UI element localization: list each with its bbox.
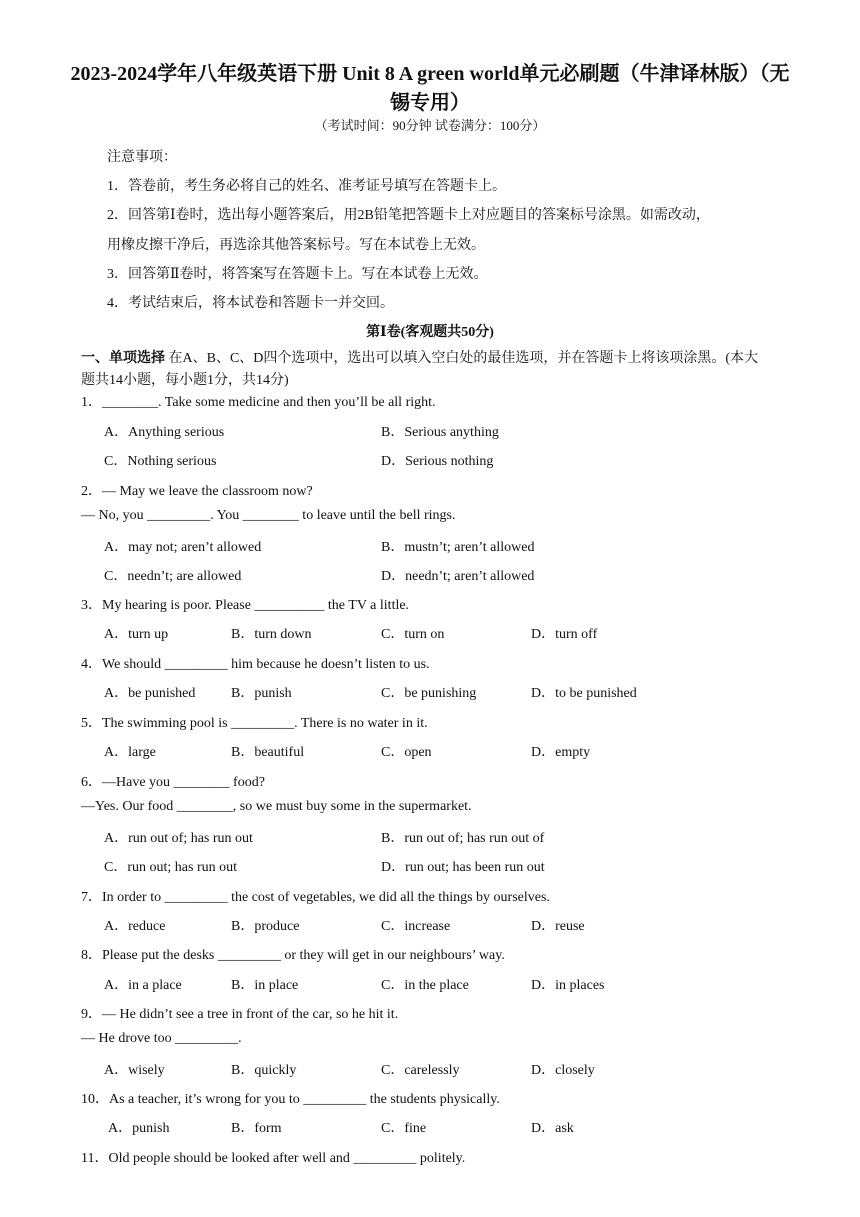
part1-instructions [81, 348, 771, 392]
question-stem: 4．We should _________ him because he doesn’t listen to us. [81, 657, 430, 672]
question-stem: 11．Old people should be looked after well and _________ politely. [81, 1151, 466, 1166]
notice-item: 1．答卷前，考生务必将自己的姓名、准考证号填写在答题卡上。 [107, 179, 506, 194]
question-stem: 8．Please put the desks _________ or they will get in our neighbours’ way. [81, 948, 505, 963]
question-stem: 2．— May we leave the classroom now? [81, 484, 313, 499]
option-a: A．run out of; has run out [104, 831, 253, 846]
option-d: D．needn’t; aren’t allowed [381, 569, 535, 584]
notice-item: 3．回答第Ⅱ卷时，将答案写在答题卡上。写在本试卷上无效。 [107, 267, 488, 282]
option-d: D．run out; has been run out [381, 860, 545, 875]
part1-text: 在A、B、C、D四个选项中，选出可以填入空白处的最佳选项，并在答题卡上将该项涂黑。(本大题共14小题，每小题1分，共14分) [81, 351, 759, 388]
option-a: A．in a place [104, 978, 182, 993]
notice-item: 2．回答第Ⅰ卷时，选出每小题答案后，用2B铅笔把答题卡上对应题目的答案标号涂黑。如需改动， [107, 208, 710, 223]
option-c: C．carelessly [381, 1063, 460, 1078]
option-d: D．turn off [531, 627, 598, 642]
option-c: C．fine [381, 1121, 427, 1136]
option-b: B．mustn’t; aren’t allowed [381, 540, 535, 555]
option-d: D．reuse [531, 919, 585, 934]
exam-title: 2023-2024学年八年级英语下册 Unit 8 A green world单元必刷题（牛津译林版）（无锡专用） [70, 63, 790, 114]
option-b: B．in place [231, 978, 299, 993]
question-stem: — No, you _________. You ________ to leave until the bell rings. [81, 508, 456, 523]
notice-heading: 注意事项： [107, 150, 177, 165]
option-d: D．in places [531, 978, 605, 993]
question-stem: 10．As a teacher, it’s wrong for you to _________ the students physically. [81, 1092, 500, 1107]
option-b: B．punish [231, 686, 292, 701]
option-d: D．closely [531, 1063, 595, 1078]
option-b: B．turn down [231, 627, 312, 642]
option-a: A．turn up [104, 627, 169, 642]
option-d: D．Serious nothing [381, 454, 494, 469]
option-c: C．in the place [381, 978, 469, 993]
option-b: B．quickly [231, 1063, 297, 1078]
part1-heading: 一、单项选择 [81, 351, 165, 366]
option-a: A．large [104, 745, 156, 760]
option-a: A．punish [108, 1121, 170, 1136]
option-b: B．produce [231, 919, 300, 934]
question-stem: 1．________. Take some medicine and then you’ll be all right. [81, 395, 436, 410]
question-stem: —Yes. Our food ________, so we must buy some in the supermarket. [81, 799, 472, 814]
question-stem: 6．—Have you ________ food? [81, 775, 265, 790]
option-a: A．Anything serious [104, 425, 225, 440]
option-c: C．be punishing [381, 686, 477, 701]
option-d: D．to be punished [531, 686, 637, 701]
option-d: D．ask [531, 1121, 574, 1136]
option-a: A．be punished [104, 686, 196, 701]
option-a: A．may not; aren’t allowed [104, 540, 262, 555]
notice-item: 4．考试结束后，将本试卷和答题卡一并交回。 [107, 296, 394, 311]
option-b: B．run out of; has run out of [381, 831, 545, 846]
option-b: B．Serious anything [381, 425, 499, 440]
option-c: C．needn’t; are allowed [104, 569, 242, 584]
option-d: D．empty [531, 745, 591, 760]
option-c: C．Nothing serious [104, 454, 217, 469]
option-c: C．run out; has run out [104, 860, 237, 875]
question-stem: 5．The swimming pool is _________. There is no water in it. [81, 716, 428, 731]
option-a: A．reduce [104, 919, 166, 934]
question-stem: 3．My hearing is poor. Please __________ the TV a little. [81, 598, 410, 613]
option-c: C．increase [381, 919, 451, 934]
option-b: B．beautiful [231, 745, 305, 760]
exam-subtitle: （考试时间：90分钟 试卷满分：100分） [314, 118, 546, 133]
option-c: C．open [381, 745, 432, 760]
question-stem: — He drove too _________. [81, 1031, 242, 1046]
option-a: A．wisely [104, 1063, 165, 1078]
notice-item: 用橡皮擦干净后，再选涂其他答案标号。写在本试卷上无效。 [107, 238, 485, 253]
option-b: B．form [231, 1121, 282, 1136]
option-c: C．turn on [381, 627, 445, 642]
question-stem: 7．In order to _________ the cost of vegetables, we did all the things by ourselves. [81, 890, 550, 905]
question-stem: 9．— He didn’t see a tree in front of the car, so he hit it. [81, 1007, 399, 1022]
section-title: 第Ⅰ卷(客观题共50分) [366, 325, 494, 340]
